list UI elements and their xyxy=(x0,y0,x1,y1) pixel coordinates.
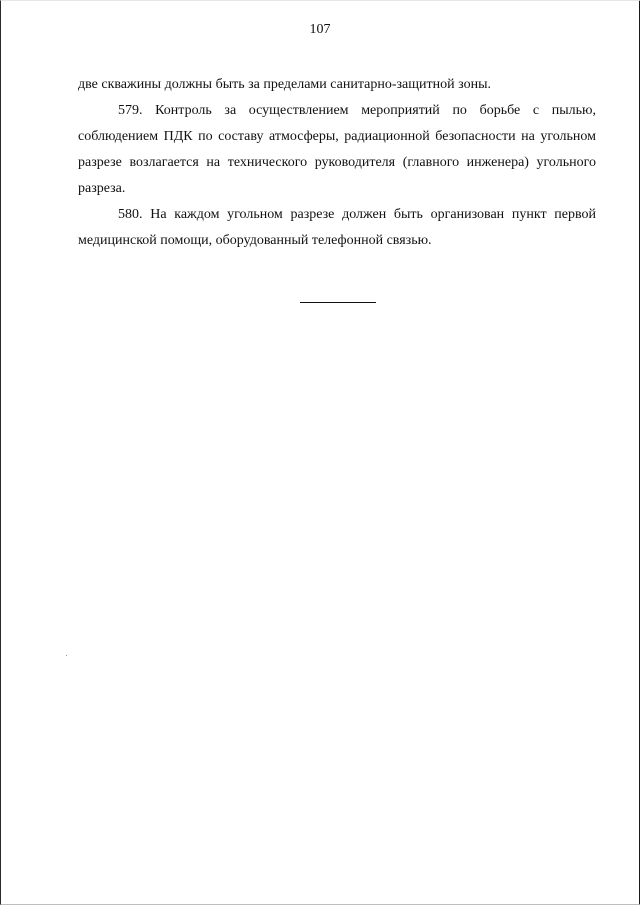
paragraph-item-579: 579. Контроль за осуществлением мероприятий по борьбе с пылью, соблюдением ПДК по составу атмосферы, радиационной безопасности на угольном разрезе возлагается на технического руководителя (главного инженера) угольного разреза. xyxy=(78,103,596,196)
document-body xyxy=(78,72,596,254)
paragraph-item-580: 580. На каждом угольном разрезе должен быть организован пункт первой медицинской помощи, оборудованный телефонной связью. xyxy=(78,207,596,248)
scan-speck xyxy=(66,655,67,656)
page-number: 107 xyxy=(309,22,331,37)
paragraph-continuation: две скважины должны быть за пределами санитарно-защитной зоны. xyxy=(78,77,491,92)
end-separator-line xyxy=(300,302,376,303)
